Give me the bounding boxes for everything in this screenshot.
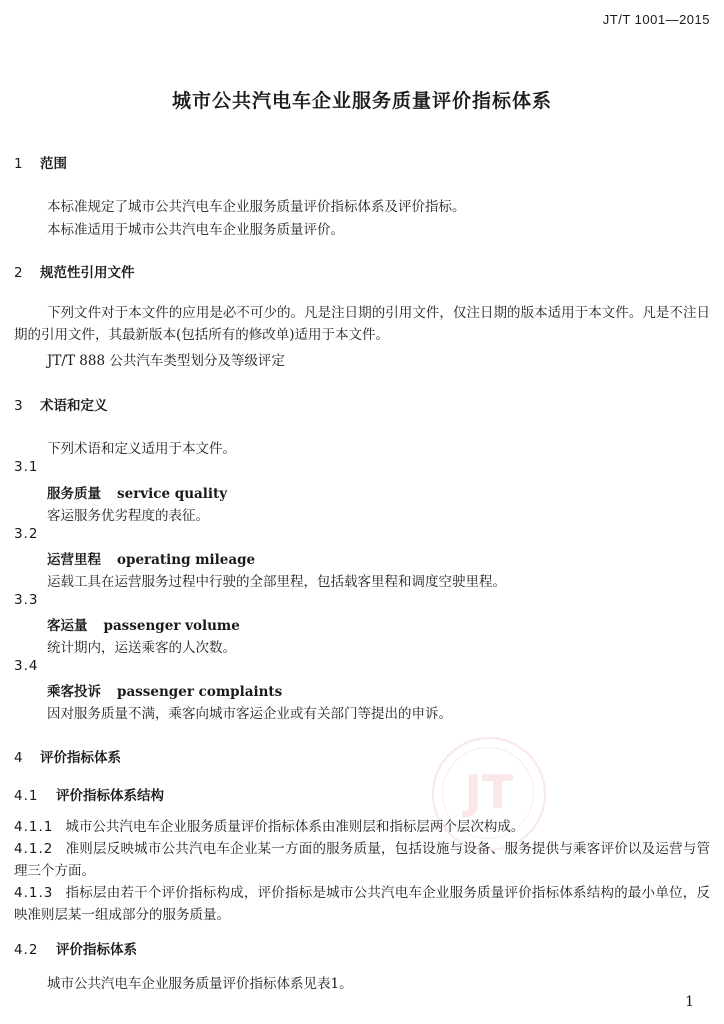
- clause-text: 准则层反映城市公共汽电车企业某一方面的服务质量，包括设施与设备、服务提供与乘客评价以及运营与管理三个方面。: [14, 841, 710, 879]
- term-english: operating mileage: [117, 552, 256, 568]
- section-1-paragraph-1: 本标准规定了城市公共汽电车企业服务质量评价指标体系及评价指标。: [47, 199, 466, 215]
- section-2-heading: [14, 261, 135, 281]
- section-title: 评价指标体系: [40, 750, 121, 766]
- section-number: 4: [14, 750, 23, 766]
- term-definition: 运载工具在运营服务过程中行驶的全部里程，包括载客里程和调度空驶里程。: [47, 574, 506, 590]
- standard-code: JT/T 1001—2015: [602, 12, 710, 27]
- subsection-4-2-paragraph: 城市公共汽电车企业服务质量评价指标体系见表1。: [47, 976, 353, 992]
- term-name: [47, 614, 240, 634]
- subsection-title: 评价指标体系结构: [56, 788, 164, 804]
- clause-number: 4.1.1: [14, 819, 54, 835]
- section-1-paragraph-2: 本标准适用于城市公共汽电车企业服务质量评价。: [47, 222, 344, 238]
- subsection-number: 4.2: [14, 942, 39, 958]
- term-number: 3.2: [14, 526, 39, 542]
- section-2-paragraph-1: 下列文件对于本文件的应用是必不可少的。凡是注日期的引用文件，仅注日期的版本适用于本文件。凡是不注日期的引用文件，其最新版本(包括所有的修改单)适用于本文件。: [14, 305, 710, 343]
- section-number: 1: [14, 156, 23, 172]
- subsection-title: 评价指标体系: [56, 942, 137, 958]
- seal-text: JT: [464, 765, 514, 819]
- clause-4-1-2: [14, 838, 710, 882]
- page-number: 1: [685, 994, 694, 1010]
- clause-4-1-3: [14, 882, 710, 926]
- section-1-heading: [14, 152, 67, 172]
- term-chinese: 服务质量: [47, 486, 101, 502]
- clause-text: 指标层由若干个评价指标构成，评价指标是城市公共汽电车企业服务质量评价指标体系结构的最小单位，反映准则层某一组成部分的服务质量。: [14, 885, 710, 923]
- term-chinese: 乘客投诉: [47, 684, 101, 700]
- term-chinese: 运营里程: [47, 552, 101, 568]
- term-number: 3.1: [14, 459, 39, 475]
- term-number: 3.3: [14, 592, 39, 608]
- section-3-heading: [14, 394, 108, 414]
- clause-text: 城市公共汽电车企业服务质量评价指标体系由准则层和指标层两个层次构成。: [65, 819, 525, 835]
- section-title: 术语和定义: [40, 398, 108, 414]
- section-title: 规范性引用文件: [40, 265, 135, 281]
- clause-number: 4.1.3: [14, 885, 54, 901]
- subsection-4-1-heading: [14, 784, 164, 804]
- normative-reference: JT/T 888 公共汽车类型划分及等级评定: [47, 353, 285, 369]
- term-english: service quality: [117, 486, 228, 502]
- term-number: 3.4: [14, 658, 39, 674]
- section-4-heading: [14, 746, 121, 766]
- section-title: 范围: [40, 156, 67, 172]
- document-title: 城市公共汽电车企业服务质量评价指标体系: [171, 90, 552, 112]
- section-number: 2: [14, 265, 23, 281]
- term-name: [47, 482, 227, 502]
- term-name: [47, 548, 255, 568]
- term-definition: 客运服务优劣程度的表征。: [47, 508, 209, 524]
- term-definition: 统计期内，运送乘客的人次数。: [47, 640, 236, 656]
- section-number: 3: [14, 398, 23, 414]
- term-english: passenger complaints: [117, 684, 283, 700]
- section-3-intro: 下列术语和定义适用于本文件。: [47, 441, 236, 457]
- clause-number: 4.1.2: [14, 841, 54, 857]
- subsection-number: 4.1: [14, 788, 39, 804]
- clause-4-1-1: [14, 816, 710, 838]
- term-english: passenger volume: [103, 618, 240, 634]
- term-name: [47, 680, 282, 700]
- term-definition: 因对服务质量不满，乘客向城市客运企业或有关部门等提出的申诉。: [47, 706, 452, 722]
- subsection-4-2-heading: [14, 938, 137, 958]
- term-chinese: 客运量: [47, 618, 88, 634]
